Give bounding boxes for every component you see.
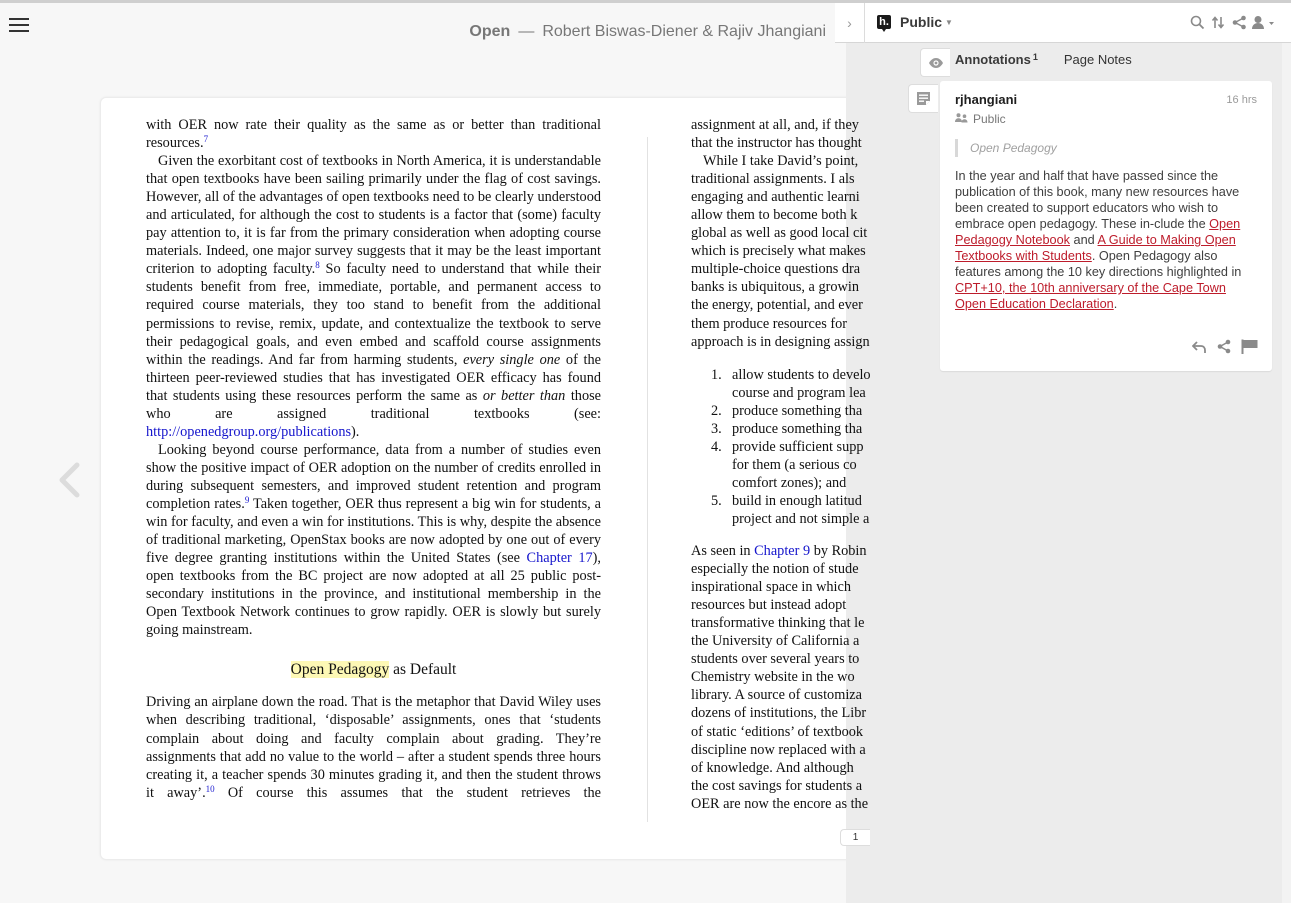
chevron-right-icon[interactable]: › <box>835 3 865 43</box>
reader-toolbar <box>0 3 846 48</box>
guide-open-textbooks-link[interactable]: A Guide to Making Open Textbooks with Students <box>955 233 1236 263</box>
text-line: the energy, potential, and ever <box>691 297 863 314</box>
list-number: 3. <box>711 420 722 437</box>
text-line: library. A source of customiza <box>691 687 862 704</box>
text-line: them produce resources for <box>691 315 848 332</box>
left-text-column <box>146 116 601 802</box>
search-icon[interactable] <box>1188 13 1206 31</box>
book-authors: Robert Biswas-Diener & Rajiv Jhangiani <box>542 23 826 40</box>
text-line: the University of California a <box>691 633 860 650</box>
list-item-line: provide sufficient supp <box>732 438 864 455</box>
text-line: transformative thinking that le <box>691 615 865 632</box>
list-item-line: for them (a serious co <box>732 456 857 473</box>
cpt10-link[interactable]: CPT+10, the 10th anniversary of the Cape Town Open Education Declaration <box>955 281 1226 311</box>
caret-down-icon: ▼ <box>945 18 953 27</box>
annotation-card[interactable] <box>940 81 1272 371</box>
text-line: the cost savings for students a <box>691 777 863 794</box>
text-line: traditional assignments. I als <box>691 171 855 188</box>
tab-page-notes[interactable]: Page Notes <box>1063 52 1132 67</box>
text-line: assignment at all, and, if they <box>691 117 859 133</box>
text-line: engaging and authentic learni <box>691 189 860 206</box>
text-line: dozens of institutions, the Libr <box>691 705 867 722</box>
chapter-9-link[interactable]: Chapter 9 <box>754 543 811 560</box>
list-number: 5. <box>711 492 722 509</box>
right-text-column <box>691 116 871 813</box>
openedgroup-link[interactable]: http://openedgroup.org/publications <box>146 423 352 440</box>
chapter-17-link[interactable]: Chapter 17 <box>526 550 593 567</box>
list-item <box>711 438 871 492</box>
open-pedagogy-notebook-link[interactable]: Open Pedagogy Notebook <box>955 217 1241 247</box>
text-line: that the instructor has thought <box>691 135 862 152</box>
list-number: 1. <box>711 366 722 383</box>
paragraph: Driving an airplane down the road. That is the metaphor that David Wiley uses when describing traditional, ‘disposable’ assignments, ones that ‘students complain about doing and faculty complain about grading. They’re assignments that add no value to the world – after a student spends three hours creating it, a teacher spends 30 minutes grading it, and then the student throws it away’.$^{10}$ Of course this assumes that the student retrieves the <box>146 694 601 801</box>
footnote-link[interactable]: 10 <box>205 783 215 794</box>
highlighted-annotation[interactable]: Open Pedagogy <box>290 661 390 679</box>
list-item <box>711 492 871 528</box>
text-line: multiple-choice questions dra <box>691 261 861 278</box>
list-item <box>711 402 871 420</box>
text-line: banks is ubiquitous, a growin <box>691 279 859 296</box>
chevron-left-icon[interactable] <box>56 462 82 498</box>
reply-icon[interactable] <box>1192 340 1207 354</box>
book-title-name: Open <box>469 23 511 40</box>
text-line: which is precisely what makes <box>691 243 866 260</box>
text-line: students over several years to <box>691 651 860 668</box>
text-line: global as well as good local cit <box>691 225 868 242</box>
annotation-timestamp[interactable]: 16 hrs <box>1226 94 1257 106</box>
user-icon[interactable] <box>1251 13 1277 31</box>
annotation-privacy: Public <box>955 112 1006 126</box>
text-line: of knowledge. And although <box>691 759 854 776</box>
share-icon[interactable] <box>1217 339 1231 354</box>
share-icon[interactable] <box>1230 13 1248 31</box>
page-note-icon[interactable] <box>908 84 938 113</box>
list-item-line: comfort zones); and <box>732 474 847 491</box>
sort-icon[interactable] <box>1209 13 1227 31</box>
annotation-username[interactable]: rjhangiani <box>955 92 1018 107</box>
flag-icon[interactable] <box>1241 339 1258 354</box>
paragraph: with OER now rate their quality as the same as or better than traditional resources.$^7$ <box>146 117 601 152</box>
sidebar-tabs <box>955 52 1132 67</box>
list-item-line: project and not simple a <box>732 510 870 527</box>
paragraph: Looking beyond course performance, data from a number of studies even show the positive impact of OER adoption on the number of credits enrolled in during subsequent semesters, and improved student retention and program completion rates.$^9$ Taken together, OER thus represent a big win for students, a win for faculty, and even a win for institutions. This is why, despite the absence of traditional marketing, OpenStax books are now adopted by one out of every five degree granting institutions within the United States (see Chapter 17), open textbooks from the BC project are now adopted at all 25 public post-secondary institutions in the province, and institutional membership in the Open Textbook Network continues to grow rapidly. OER is slowly but surely going mainstream. <box>146 441 601 639</box>
tab-annotations[interactable]: Annotations $^1$ <box>955 52 1038 67</box>
list-item-line: course and program lea <box>732 384 866 401</box>
annotation-body: In the year and half that have passed since the publication of this book, many new resources have been created to support educators who wish to embrace open pedagogy. These in-clude the Open Pedagogy Notebook and A Guide to Making Open Textbooks with Students. Open Pedagogy also features among the 10 key directions highlighted in CPT+10, the 10th anniversary of the Cape Town Open Education Declaration. <box>955 169 1242 311</box>
hypothesis-logo: h. <box>877 15 891 29</box>
footnote-link[interactable]: 9 <box>244 494 250 505</box>
text-line: resources but instead adopt <box>691 597 847 614</box>
book-title <box>469 23 826 41</box>
text-line: especially the notion of stude <box>691 561 859 578</box>
footnote-link[interactable]: 8 <box>315 260 320 271</box>
text-line: approach is in designing assign <box>691 333 870 350</box>
text-line: of static ‘editions’ of textbook <box>691 723 864 740</box>
text-line: OER are now the encore as the <box>691 795 869 812</box>
annotation-quote[interactable]: Open Pedagogy <box>955 139 1057 157</box>
sidebar-header <box>835 3 1291 43</box>
text-line: inspirational space in which <box>691 579 852 596</box>
text-line: Chemistry website in the wo <box>691 669 855 686</box>
text-line: discipline now replaced with a <box>691 741 866 758</box>
list-item <box>711 420 871 438</box>
numbered-list <box>711 366 871 528</box>
column-divider <box>647 137 648 822</box>
sidebar-scroll-track[interactable] <box>1282 43 1291 903</box>
paragraph: Given the exorbitant cost of textbooks in North America, it is understandable that open textbooks have been sailing primarily under the flag of cost savings. However, all of the advantages of open textbooks need to be clearly understood and articulated, for although the cost to students is a factor that (some) faculty pay attention to, it is far from the primary consideration when adopting course materials. Indeed, one major survey suggests that it may be the least important criterion to adopting faculty.$^8$ So faculty need to understand that while their students benefit from free, immediate, portable, and permanent access to required course materials, they too stand to benefit from the additional permissions to revise, remix, update, and contextualize the textbook to serve their pedagogical goals, and even embed and scaffold course assignments within the readings. And far from harming students, every single one of the thirteen peer-reviewed studies that has investigated OER efficacy has found that students using these resources perform the same as or better than those who are assigned traditional textbooks (see: http://openedgroup.org/publications). <box>146 153 601 440</box>
group-selector[interactable]: Public ▼ <box>900 14 953 30</box>
title-separator: — <box>518 23 535 40</box>
list-item <box>711 366 871 402</box>
list-item-line: produce something tha <box>732 402 863 419</box>
eye-icon[interactable] <box>920 48 950 77</box>
annotation-count-bucket[interactable]: 1 <box>840 829 870 846</box>
list-item-line: build in enough latitud <box>732 492 862 509</box>
text-line: While I take David’s point, <box>703 153 859 170</box>
list-number: 2. <box>711 402 722 419</box>
section-heading: Open Pedagogy as Default <box>290 661 457 679</box>
annotation-count: 1 <box>1032 52 1038 62</box>
list-number: 4. <box>711 438 722 455</box>
footnote-link[interactable]: 7 <box>203 134 209 145</box>
text-line: allow them to become both k <box>691 207 858 224</box>
text-line: As seen in Chapter 9 by Robin <box>691 543 867 560</box>
group-icon <box>955 112 968 126</box>
list-item-line: produce something tha <box>732 420 863 437</box>
list-item-line: allow students to develo <box>732 366 871 383</box>
hamburger-icon[interactable] <box>9 18 29 32</box>
